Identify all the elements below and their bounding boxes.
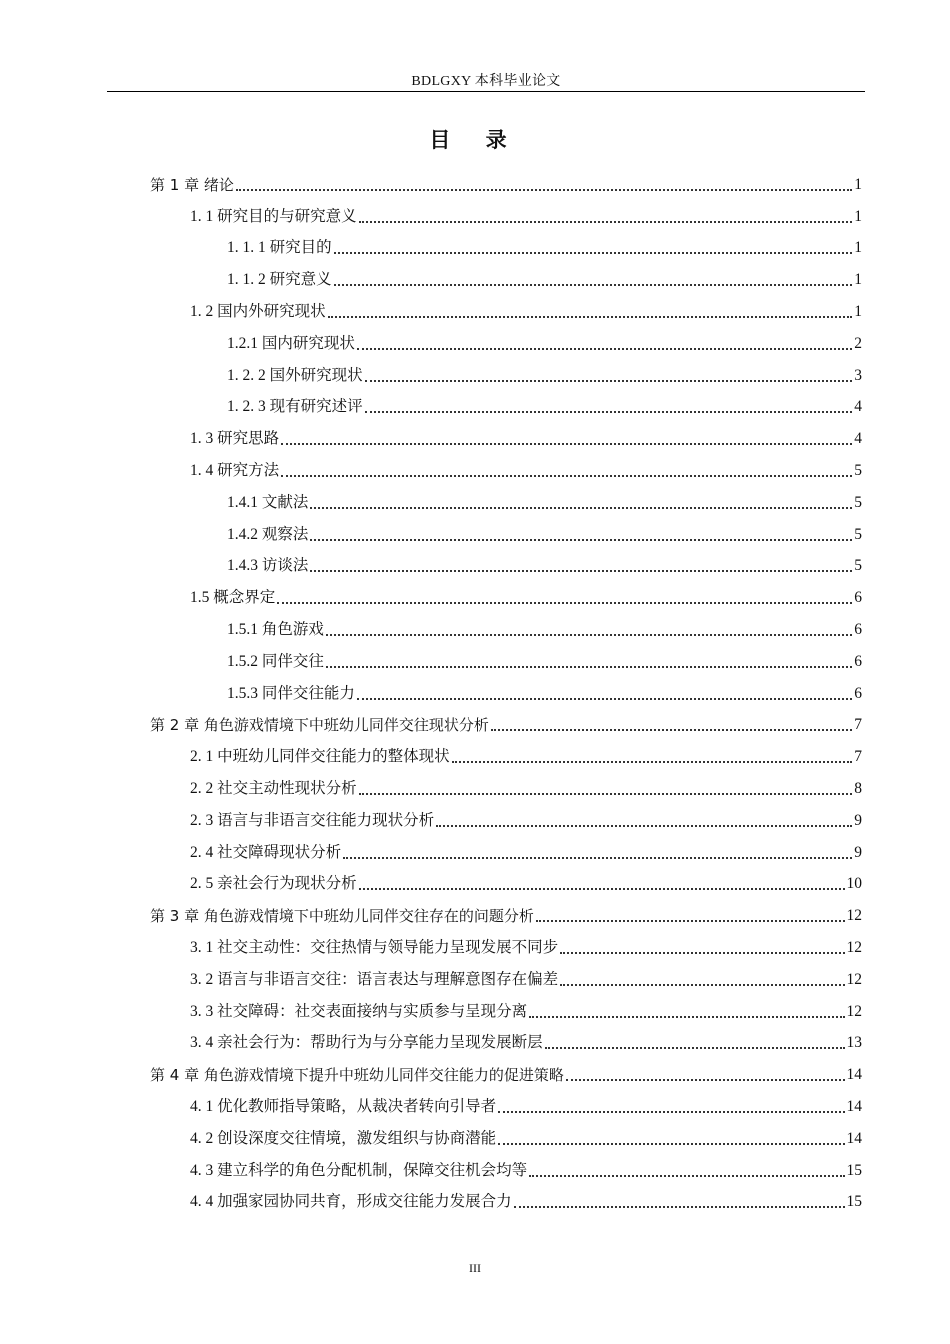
toc-entry-page: 4	[854, 398, 862, 416]
toc-leader-dots	[560, 984, 844, 986]
toc-entry-page: 1	[854, 175, 862, 193]
toc-entry-page: 5	[854, 525, 862, 543]
toc-entry[interactable]	[150, 832, 862, 864]
toc-entry[interactable]	[150, 800, 862, 832]
page-number: III	[469, 1261, 481, 1275]
table-of-contents	[150, 164, 862, 1213]
toc-leader-dots	[357, 348, 852, 350]
toc-leader-dots	[529, 1016, 844, 1018]
toc-entry[interactable]	[150, 609, 862, 641]
toc-entry[interactable]	[150, 546, 862, 578]
toc-entry[interactable]	[150, 641, 862, 673]
toc-entry-label: 1.5.1 角色游戏	[227, 620, 324, 638]
page-header: BDLGXY 本科毕业论文	[411, 74, 561, 89]
toc-entry-label: 2. 1 中班幼儿同伴交往能力的整体现状	[190, 748, 450, 766]
toc-entry-page: 4	[854, 430, 862, 448]
toc-entry-label: 2. 2 社交主动性现状分析	[190, 779, 357, 797]
toc-entry[interactable]	[150, 1150, 862, 1182]
toc-entry-page: 3	[854, 366, 862, 384]
toc-entry-page: 9	[854, 811, 862, 829]
toc-entry-label: 3. 3 社交障碍：社交表面接纳与实质参与呈现分离	[190, 1002, 528, 1020]
toc-entry[interactable]	[150, 259, 862, 291]
toc-entry[interactable]	[150, 323, 862, 355]
toc-entry-page: 1	[854, 302, 862, 320]
toc-leader-dots	[498, 1111, 844, 1113]
toc-entry-page: 1	[854, 239, 862, 257]
toc-entry-page: 15	[846, 1161, 862, 1179]
toc-leader-dots	[436, 825, 852, 827]
toc-entry-label: 1. 2. 3 现有研究述评	[227, 398, 363, 416]
toc-entry-label: 1.5.3 同伴交往能力	[227, 684, 355, 702]
toc-leader-dots	[365, 380, 853, 382]
toc-entry-label: 1. 2 国内外研究现状	[190, 302, 326, 320]
toc-leader-dots	[334, 252, 853, 254]
toc-entry-page: 2	[854, 334, 862, 352]
toc-entry[interactable]	[150, 768, 862, 800]
toc-entry[interactable]	[150, 196, 862, 228]
toc-leader-dots	[566, 1079, 845, 1081]
toc-entry-page: 12	[846, 1002, 862, 1020]
toc-entry[interactable]	[150, 1182, 862, 1214]
toc-leader-dots	[514, 1206, 845, 1208]
toc-entry-label: 第 1 章 绪论	[150, 175, 234, 194]
toc-entry-label: 1.4.1 文献法	[227, 493, 309, 511]
toc-entry-label: 1.4.3 访谈法	[227, 557, 309, 575]
toc-entry[interactable]	[150, 291, 862, 323]
toc-entry-label: 1.5 概念界定	[190, 589, 276, 607]
toc-leader-dots	[359, 793, 853, 795]
toc-entry-page: 7	[854, 716, 862, 734]
toc-entry-page: 15	[846, 1193, 862, 1211]
toc-entry-page: 12	[846, 907, 862, 925]
toc-entry-label: 1.2.1 国内研究现状	[227, 334, 355, 352]
toc-leader-dots	[452, 761, 853, 763]
toc-leader-dots	[310, 539, 852, 541]
toc-entry-page: 5	[854, 493, 862, 511]
toc-title: 目 录	[429, 128, 521, 152]
toc-entry-page: 9	[854, 843, 862, 861]
toc-entry[interactable]	[150, 1086, 862, 1118]
toc-entry-page: 6	[854, 620, 862, 638]
toc-entry-label: 3. 2 语言与非语言交往：语言表达与理解意图存在偏差	[190, 970, 559, 988]
toc-entry-page: 12	[846, 970, 862, 988]
toc-leader-dots	[343, 857, 852, 859]
toc-entry[interactable]	[150, 673, 862, 705]
toc-leader-dots	[236, 189, 852, 191]
toc-entry[interactable]	[150, 736, 862, 768]
toc-leader-dots	[326, 634, 852, 636]
toc-entry-label: 3. 1 社交主动性：交往热情与领导能力呈现发展不同步	[190, 938, 559, 956]
toc-entry-label: 1. 1. 1 研究目的	[227, 239, 332, 257]
toc-leader-dots	[359, 221, 853, 223]
toc-entry[interactable]	[150, 1023, 862, 1055]
toc-entry[interactable]	[150, 418, 862, 450]
toc-leader-dots	[328, 316, 853, 318]
toc-leader-dots	[491, 729, 852, 731]
toc-leader-dots	[365, 411, 853, 413]
toc-entry-label: 1. 1 研究目的与研究意义	[190, 207, 357, 225]
toc-leader-dots	[277, 602, 852, 604]
toc-leader-dots	[529, 1175, 844, 1177]
toc-entry-page: 6	[854, 652, 862, 670]
toc-entry-page: 10	[846, 875, 862, 893]
toc-entry[interactable]	[150, 959, 862, 991]
toc-leader-dots	[281, 443, 852, 445]
toc-entry[interactable]	[150, 355, 862, 387]
toc-entry-label: 1.5.2 同伴交往	[227, 652, 324, 670]
toc-leader-dots	[545, 1047, 845, 1049]
toc-entry-page: 14	[846, 1097, 862, 1115]
toc-entry-label: 2. 5 亲社会行为现状分析	[190, 875, 357, 893]
toc-leader-dots	[310, 507, 852, 509]
toc-entry-page: 6	[854, 684, 862, 702]
toc-entry-label: 3. 4 亲社会行为：帮助行为与分享能力呈现发展断层	[190, 1034, 543, 1052]
toc-entry[interactable]	[150, 450, 862, 482]
toc-leader-dots	[334, 284, 853, 286]
toc-entry[interactable]	[150, 705, 862, 737]
toc-entry-page: 5	[854, 461, 862, 479]
toc-entry-page: 6	[854, 589, 862, 607]
toc-entry-label: 2. 3 语言与非语言交往能力现状分析	[190, 811, 435, 829]
toc-entry-label: 2. 4 社交障碍现状分析	[190, 843, 342, 861]
toc-entry-label: 第 4 章 角色游戏情境下提升中班幼儿同伴交往能力的促进策略	[150, 1066, 564, 1085]
toc-entry-page: 14	[846, 1066, 862, 1084]
toc-entry-label: 4. 4 加强家园协同共育，形成交往能力发展合力	[190, 1193, 512, 1211]
toc-leader-dots	[498, 1143, 844, 1145]
toc-entry-label: 1.4.2 观察法	[227, 525, 309, 543]
toc-entry-page: 13	[846, 1034, 862, 1052]
toc-entry[interactable]	[150, 387, 862, 419]
toc-entry-label: 4. 3 建立科学的角色分配机制，保障交往机会均等	[190, 1161, 528, 1179]
toc-entry-page: 1	[854, 207, 862, 225]
toc-entry-label: 4. 2 创设深度交往情境，激发组织与协商潜能	[190, 1129, 497, 1147]
toc-entry-page: 1	[854, 271, 862, 289]
toc-entry-page: 7	[854, 748, 862, 766]
toc-entry-label: 4. 1 优化教师指导策略，从裁决者转向引导者	[190, 1097, 497, 1115]
toc-entry-label: 第 3 章 角色游戏情境下中班幼儿同伴交往存在的问题分析	[150, 907, 534, 926]
toc-leader-dots	[560, 952, 844, 954]
toc-entry[interactable]	[150, 1054, 862, 1086]
toc-entry[interactable]	[150, 895, 862, 927]
toc-entry-label: 1. 4 研究方法	[190, 461, 280, 479]
toc-leader-dots	[310, 570, 852, 572]
toc-entry[interactable]	[150, 514, 862, 546]
toc-entry[interactable]	[150, 577, 862, 609]
toc-entry[interactable]	[150, 864, 862, 896]
header-divider	[107, 91, 865, 92]
toc-leader-dots	[326, 666, 852, 668]
toc-entry-page: 12	[846, 938, 862, 956]
toc-entry[interactable]	[150, 164, 862, 196]
toc-entry-label: 1. 1. 2 研究意义	[227, 271, 332, 289]
toc-leader-dots	[357, 698, 852, 700]
toc-entry-page: 14	[846, 1129, 862, 1147]
toc-entry-page: 8	[854, 779, 862, 797]
toc-entry[interactable]	[150, 927, 862, 959]
toc-entry-label: 1. 2. 2 国外研究现状	[227, 366, 363, 384]
toc-entry[interactable]	[150, 482, 862, 514]
toc-entry[interactable]	[150, 1118, 862, 1150]
toc-leader-dots	[281, 475, 852, 477]
toc-leader-dots	[359, 888, 845, 890]
toc-leader-dots	[536, 920, 845, 922]
toc-entry[interactable]	[150, 228, 862, 260]
toc-entry-label: 第 2 章 角色游戏情境下中班幼儿同伴交往现状分析	[150, 716, 489, 735]
toc-entry-page: 5	[854, 557, 862, 575]
toc-entry-label: 1. 3 研究思路	[190, 430, 280, 448]
toc-entry[interactable]	[150, 991, 862, 1023]
